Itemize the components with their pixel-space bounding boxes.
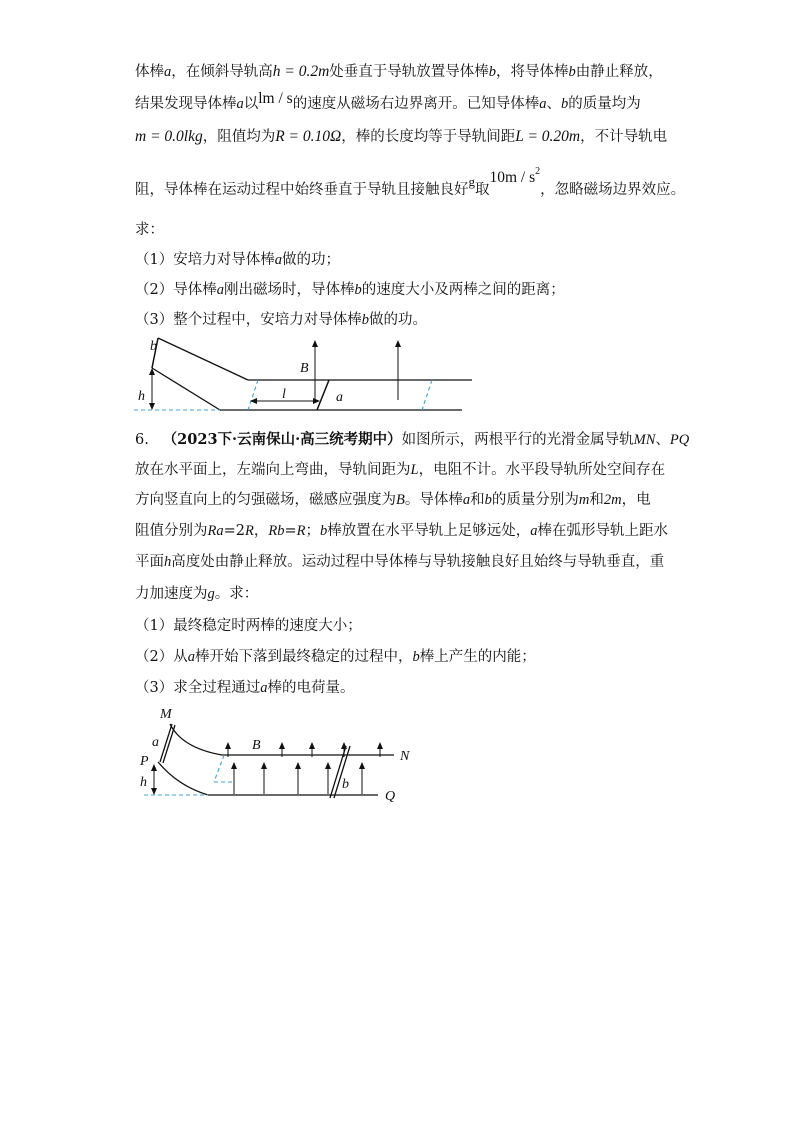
var-b: b: [354, 282, 362, 298]
text: ，在倾斜导轨高: [171, 64, 273, 80]
arrow-up-icon: [395, 340, 401, 347]
var-h: h: [164, 554, 172, 570]
text: 。求：: [214, 586, 259, 602]
var-g: g: [468, 174, 475, 189]
label-B: B: [252, 738, 261, 753]
text: （1）安培力对导体棒: [135, 252, 275, 268]
p6-line-1: [135, 430, 689, 450]
resistance-value: R = 0.10Ω: [275, 128, 342, 145]
text: 做的功。: [368, 312, 427, 328]
text: ，: [253, 523, 269, 539]
text: =: [284, 523, 297, 539]
text: 的速度大小及两棒之间的距离；: [361, 282, 565, 298]
label-N: N: [400, 749, 410, 764]
text: 平面: [135, 554, 164, 570]
var-a: a: [530, 523, 538, 539]
text: 求：: [135, 222, 164, 238]
var-b: b: [488, 64, 497, 80]
text: （1）最终稳定时两棒的速度大小；: [135, 618, 362, 634]
arrow-left-icon: [250, 398, 257, 404]
text: 由静止释放，: [575, 64, 663, 80]
var-PQ: PQ: [669, 432, 690, 448]
var-b: b: [361, 312, 369, 328]
mass-value: m = 0.0lkg: [135, 128, 203, 145]
label-l: l: [282, 387, 286, 402]
text: 方向竖直向上的匀强磁场，磁感应强度为: [135, 492, 396, 508]
rail-PQ-curve: [158, 762, 208, 795]
text: 如图所示，两根平行的光滑金属导轨: [401, 432, 634, 448]
var-2m: 2m: [603, 492, 622, 508]
var-b: b: [560, 96, 569, 112]
field-boundary: [214, 755, 224, 782]
p6-line-6: [135, 584, 258, 604]
var-a: a: [539, 96, 547, 112]
text: 结果发现导体棒: [135, 96, 237, 112]
text: 和: [470, 492, 485, 508]
var-MN: MN: [633, 432, 656, 448]
p5-line-2: [135, 90, 641, 114]
text: =2: [223, 523, 245, 539]
text: ，电: [621, 492, 651, 508]
text: 棒在弧形导轨上距水: [537, 523, 668, 539]
text: ，阻值均为: [202, 129, 276, 145]
var-b: b: [568, 64, 576, 80]
rod-a: [160, 724, 172, 762]
arrow-up-icon: [312, 340, 318, 347]
label-B: B: [300, 361, 309, 376]
problem-source: （2023下·云南保山·高三统考期中）: [162, 431, 402, 448]
text: 、: [546, 96, 561, 112]
p6-line-2: [135, 460, 665, 480]
arrow-down-icon: [151, 788, 157, 795]
var-b: b: [484, 492, 492, 508]
text: 以: [243, 96, 259, 112]
var-g: g: [207, 586, 215, 602]
text: （2）导体棒: [135, 282, 217, 298]
exponent: 2: [535, 166, 541, 177]
label-Q: Q: [385, 789, 396, 804]
p5-ask: [135, 220, 164, 240]
text: 棒的电荷量。: [267, 680, 355, 696]
var-R: R: [244, 523, 254, 539]
p5-question-3: [135, 310, 427, 330]
text: 做的功；: [281, 252, 340, 268]
text: 阻值分别为: [135, 523, 208, 539]
field-left-boundary: [248, 380, 258, 410]
var-Ra: Ra: [207, 523, 224, 539]
text: ，电阻不计。水平段导轨所处空间存在: [418, 462, 666, 478]
text: 体棒: [135, 64, 164, 80]
var-a: a: [164, 64, 172, 80]
var-a: a: [260, 680, 268, 696]
var-b: b: [319, 523, 328, 539]
text: ，不计导轨电: [580, 129, 668, 145]
text: 、: [655, 432, 670, 448]
var-Rb: Rb: [268, 523, 285, 539]
text: 刚出磁场时，导体棒: [223, 282, 355, 298]
p6-question-1: [135, 616, 362, 636]
arrow-up-icon: [151, 764, 157, 771]
p5-question-2: [135, 280, 565, 300]
text: ；: [305, 523, 320, 539]
p6-line-3: [135, 490, 651, 510]
figure-inclined-rails: [130, 330, 490, 420]
label-h: h: [140, 775, 147, 790]
label-b: b: [342, 777, 349, 792]
p6-question-3: [135, 678, 354, 698]
var-a: a: [187, 649, 195, 665]
p6-line-5: [135, 552, 664, 572]
text: 和: [589, 492, 604, 508]
rod-a-edge: [163, 725, 175, 763]
figure-curved-rails: [130, 702, 420, 807]
height-value: h = 0.2m: [272, 63, 330, 80]
upper-incline-rail: [158, 338, 248, 380]
p6-line-4: [135, 521, 668, 541]
text: 处垂直于导轨放置导体棒: [329, 64, 489, 80]
text: 棒放置在水平导轨上足够远处，: [327, 523, 531, 539]
label-h: h: [138, 389, 145, 404]
label-b: b: [150, 339, 157, 354]
var-a: a: [462, 492, 471, 508]
label-a: a: [152, 735, 159, 750]
label-M: M: [160, 707, 172, 722]
text: （2）从: [135, 649, 188, 665]
p5-line-3: [135, 127, 667, 147]
field-right-boundary: [422, 380, 432, 410]
arrow-right-icon: [313, 398, 320, 404]
velocity-value: lm / s: [258, 90, 293, 107]
text: 阻，导体棒在运动过程中始终垂直于导轨且接触良好: [135, 182, 469, 198]
text: 棒开始下落到最终稳定的过程中，: [194, 649, 413, 665]
text: ，将导体棒: [496, 64, 569, 80]
p6-question-2: [135, 647, 536, 667]
label-P: P: [140, 754, 149, 769]
var-b: b: [412, 649, 420, 665]
var-L: L: [410, 462, 419, 478]
p5-line-4: [135, 166, 686, 202]
arrow-down-icon: [149, 403, 155, 410]
rod-a: [317, 380, 329, 410]
problem-number: 6.: [135, 432, 149, 448]
text: 棒上产生的内能；: [419, 649, 536, 665]
lower-incline-rail: [152, 368, 220, 410]
var-B: B: [396, 492, 405, 508]
label-a: a: [336, 390, 343, 405]
text: 的质量均为: [568, 96, 641, 112]
p5-line-1: [135, 62, 663, 82]
text: ，棒的长度均等于导轨间距: [341, 129, 516, 145]
var-a: a: [236, 96, 244, 112]
text: ，忽略磁场边界效应。: [540, 182, 686, 198]
text: 高度处由静止释放。运动过程中导体棒与导轨接触良好且始终与导轨垂直，重: [171, 554, 665, 570]
text: 的速度从磁场右边界离开。已知导体棒: [292, 96, 540, 112]
p5-question-1: [135, 250, 340, 270]
text: （3）求全过程通过: [135, 680, 261, 696]
rail-MN-curve: [170, 724, 222, 755]
gravity-value: 10m / s: [489, 169, 536, 186]
text: 力加速度为: [135, 586, 208, 602]
text: 。导体棒: [404, 492, 463, 508]
var-R: R: [296, 523, 306, 539]
text: 的质量分别为: [491, 492, 579, 508]
text: （3）整个过程中，安培力对导体棒: [135, 312, 362, 328]
text: 取: [475, 182, 490, 198]
length-value: L = 0.20m: [515, 128, 581, 145]
var-a: a: [216, 282, 224, 298]
var-m: m: [578, 492, 590, 508]
text: 放在水平面上，左端向上弯曲，导轨间距为: [135, 462, 411, 478]
var-a: a: [274, 252, 282, 268]
